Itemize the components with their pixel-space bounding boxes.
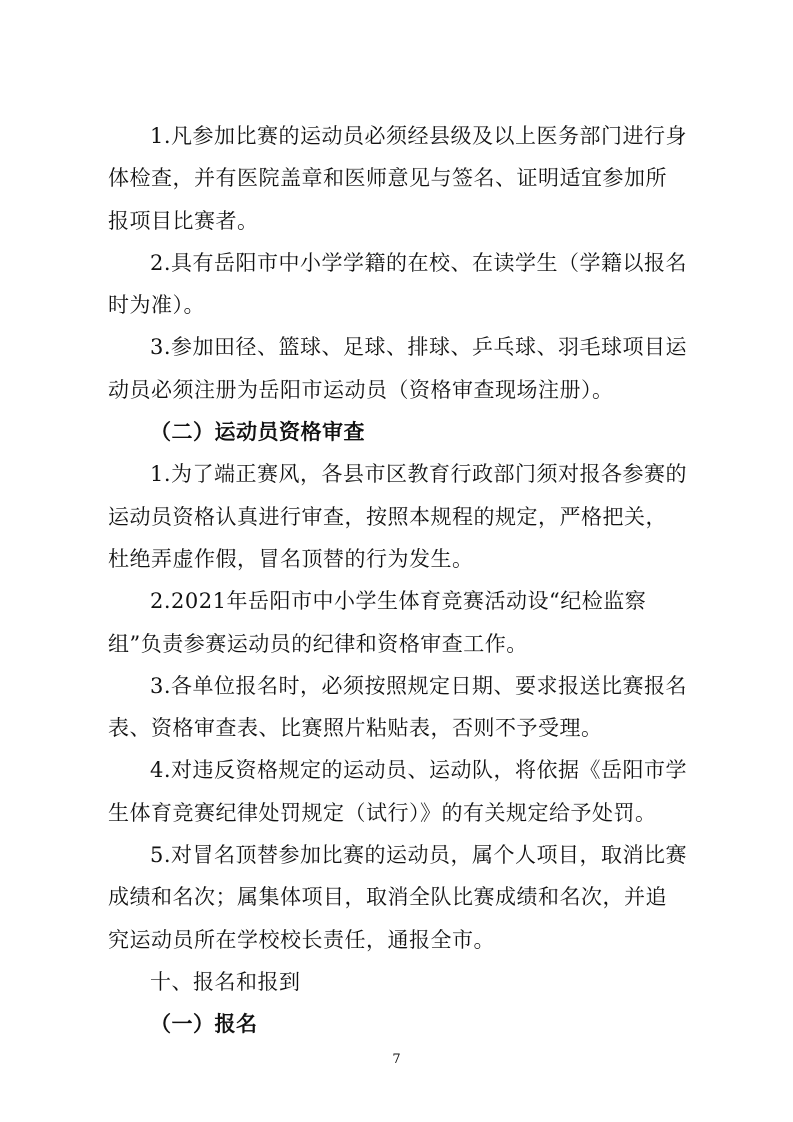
paragraph-violation-penalty: 4.对违反资格规定的运动员、运动队，将依据《岳阳市学生体育竞赛纪律处罚规定（试行）》的有关规定给予处罚。 [108, 758, 688, 825]
section-heading-eligibility-review: （二）运动员资格审查 [150, 419, 365, 445]
paragraph-athlete-registration: 3.参加田径、篮球、足球、排球、乒乓球、羽毛球项目运动员必须注册为岳阳市运动员（资格审查现场注册）。 [108, 335, 688, 402]
paragraph-athlete-medical-check: 1.凡参加比赛的运动员必须经县级及以上医务部门进行身体检查，并有医院盖章和医师意见与签名、证明适宜参加所报项目比赛者。 [108, 124, 688, 233]
subsection-heading-registration: （一）报名 [150, 1011, 258, 1037]
page-number: 7 [392, 1052, 401, 1067]
document-body [108, 115, 688, 1046]
paragraph-impersonation-penalty: 5.对冒名顶替参加比赛的运动员，属个人项目，取消比赛成绩和名次；属集体项目，取消全队比赛成绩和名次，并追究运动员所在学校校长责任，通报全市。 [108, 843, 688, 952]
section-heading-registration-and-check-in: 十、报名和报到 [150, 969, 301, 994]
paragraph-review-requirement: 1.为了端正赛风，各县市区教育行政部门须对报各参赛的运动员资格认真进行审查，按照本规程的规定，严格把关，杜绝弄虚作假，冒名顶替的行为发生。 [108, 462, 688, 571]
paragraph-registration-forms: 3.各单位报名时，必须按照规定日期、要求报送比赛报名表、资格审查表、比赛照片粘贴表，否则不予受理。 [108, 673, 688, 741]
paragraph-school-registration: 2.具有岳阳市中小学学籍的在校、在读学生（学籍以报名时为准）。 [108, 250, 688, 318]
paragraph-inspection-group: 2.2021年岳阳市中小学生体育竞赛活动设“纪检监察组”负责参赛运动员的纪律和资格审查工作。 [108, 589, 647, 656]
